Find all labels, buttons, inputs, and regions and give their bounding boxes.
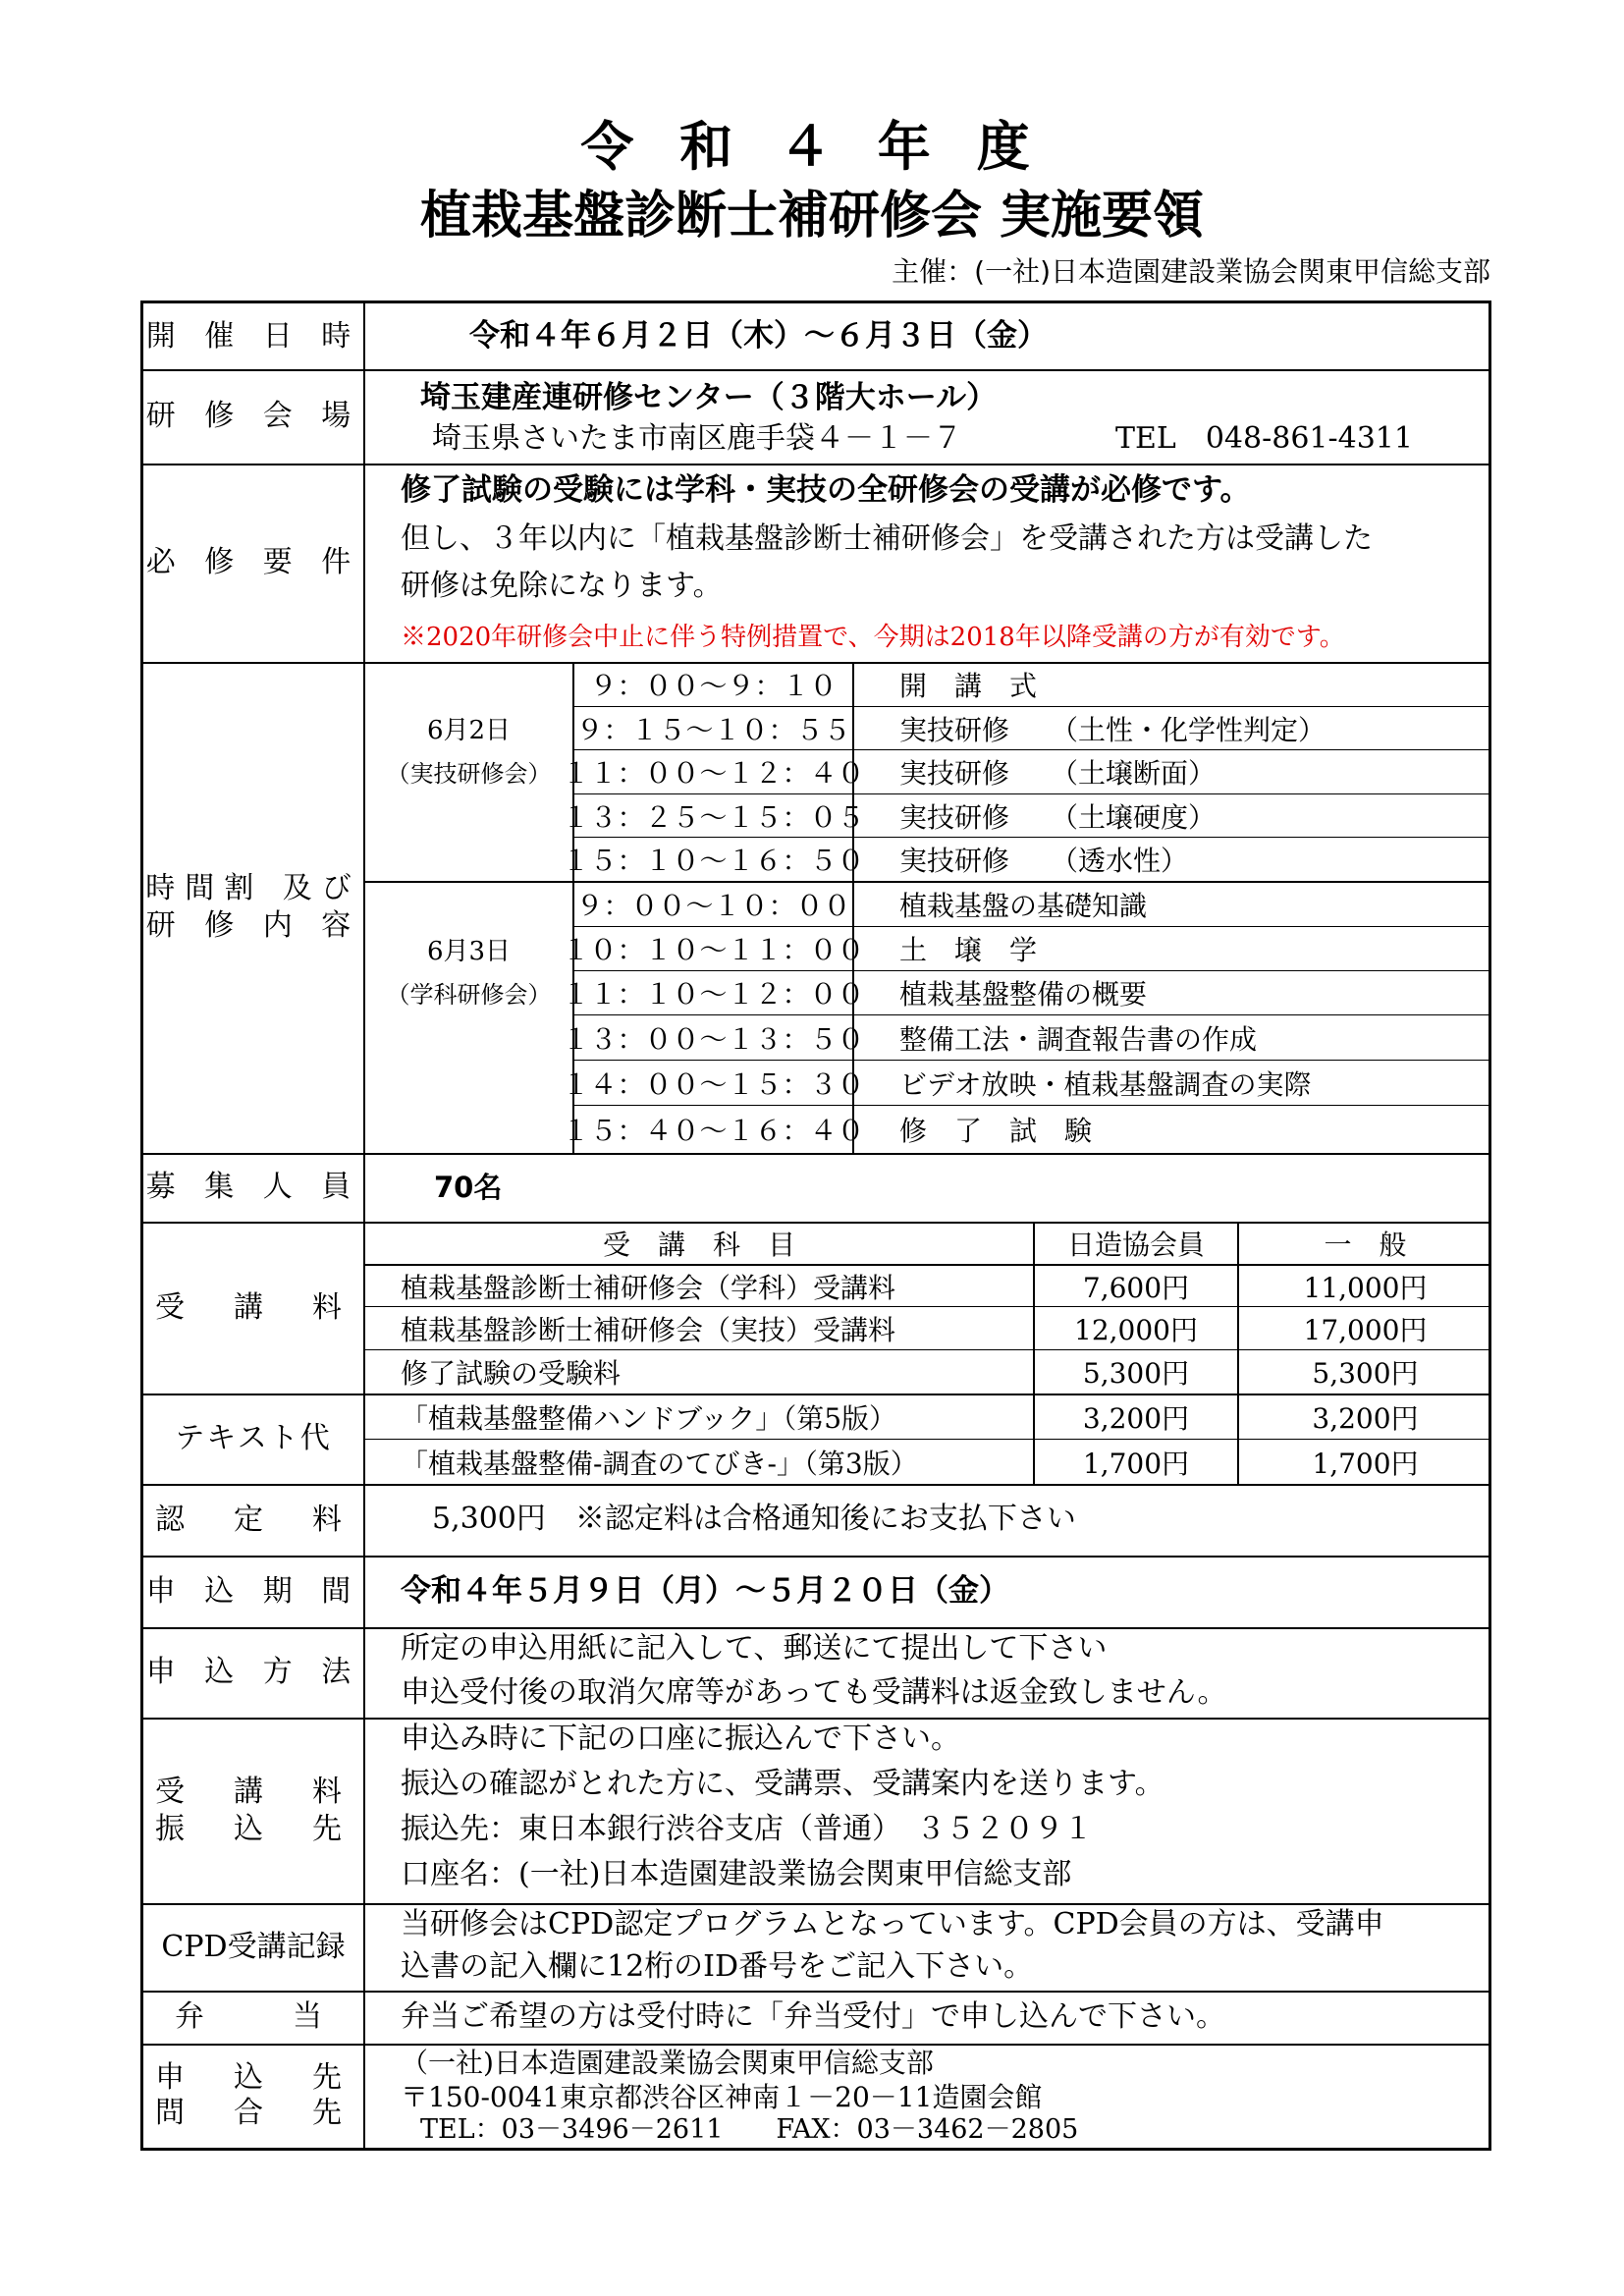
- fees-col-member: 日造協会員: [1066, 1229, 1205, 1261]
- cpd-line1: 当研修会はCPD認定プログラムとなっています。CPD会員の方は、受講申: [401, 1907, 1384, 1941]
- certification-value: 5,300円 ※認定料は合格通知後にお支払下さい: [432, 1502, 1076, 1536]
- date-label: 開 催 日 時: [145, 318, 361, 354]
- day1-date: 6月2日: [426, 715, 512, 745]
- lunch-value: 弁当ご希望の方は受付時に「弁当受付」で申し込んで下さい。: [401, 1999, 1225, 2034]
- document-title: 植栽基盤診断士補研修会 実施要領: [419, 187, 1205, 246]
- day1-type: （実技研修会）: [386, 759, 552, 788]
- slot-content: 開 講 式: [899, 670, 1038, 702]
- schedule-label-line1: 時間割 及び: [145, 871, 361, 905]
- fee-general: 5,300円: [1312, 1357, 1419, 1390]
- requirement-line1: 修了試験の受験には学科・実技の全研修会の受講が必修です。: [401, 472, 1251, 508]
- fee-general: 11,000円: [1303, 1271, 1428, 1304]
- method-line1: 所定の申込用紙に記入して、郵送にて提出して下さい: [401, 1631, 1108, 1666]
- payment-line4: 口座名：(一社)日本造園建設業協会関東甲信総支部: [401, 1857, 1072, 1891]
- fees-col-subject: 受 講 科 目: [602, 1229, 795, 1261]
- contact-label-line2: 問 合 先: [155, 2096, 352, 2130]
- fees-label: 受 講 料: [155, 1289, 352, 1325]
- contact-line1: （一社)日本造園建設業協会関東甲信総支部: [401, 2047, 934, 2079]
- payment-line2: 振込の確認がとれた方に、受講票、受講案内を送ります。: [401, 1767, 1164, 1801]
- method-label: 申 込 方 法: [145, 1655, 361, 1689]
- slot-content: 修 了 試 験: [899, 1114, 1093, 1147]
- textbook-subject: 「植栽基盤整備ハンドブック」（第5版）: [401, 1402, 897, 1435]
- payment-label: [143, 1718, 363, 1903]
- payment-line1: 申込み時に下記の口座に振込んで下さい。: [401, 1722, 960, 1756]
- year-title: 令 和 ４ 年 度: [580, 116, 1044, 178]
- fee-subject: 植栽基盤診断士補研修会（実技）受講料: [401, 1313, 896, 1346]
- venue-label: 研 修 会 場: [145, 399, 361, 433]
- payment-label-line2: 振 込 先: [155, 1811, 352, 1846]
- requirement-label: 必 修 要 件: [145, 545, 361, 579]
- capacity-value: 70名: [434, 1171, 503, 1204]
- textbook-label: テキスト代: [175, 1421, 332, 1455]
- day2-date: 6月3日: [426, 936, 512, 966]
- slot-time: ９：００～９：１０: [589, 670, 838, 702]
- textbook-member: 1,700円: [1082, 1447, 1190, 1480]
- cpd-line2: 込書の記入欄に12桁のID番号をご記入下さい。: [401, 1949, 1034, 1984]
- schedule-label-line2: 研 修 内 容: [145, 908, 361, 943]
- day2-type: （学科研修会）: [386, 980, 552, 1009]
- payment-label-line1: 受 講 料: [155, 1774, 352, 1809]
- textbook-general: 3,200円: [1312, 1402, 1419, 1435]
- slot-content: ビデオ放映・植栽基盤調査の実際: [899, 1067, 1312, 1101]
- cpd-label: CPD受講記録: [161, 1929, 346, 1964]
- fee-member: 7,600円: [1082, 1271, 1190, 1304]
- slot-time: １５：１０～１６：５０: [562, 845, 865, 877]
- requirement-note: ※2020年研修会中止に伴う特例措置で、今期は2018年以降受講の方が有効です。: [401, 623, 1345, 652]
- slot-time: ９：００～１０：００: [575, 890, 851, 922]
- fee-subject: 植栽基盤診断士補研修会（学科）受講料: [401, 1271, 896, 1304]
- requirement-line3: 研修は免除になります。: [401, 569, 723, 603]
- slot-content: 実技研修 （透水性）: [899, 845, 1189, 877]
- method-line2: 申込受付後の取消欠席等があっても受講料は返金致しません。: [401, 1675, 1227, 1710]
- slot-time: １５：４０～１６：４０: [562, 1114, 865, 1147]
- fees-col-general: 一 般: [1324, 1229, 1407, 1261]
- contact-line2: 〒150-0041東京都渋谷区神南１－20－11造園会館: [401, 2081, 1043, 2113]
- organizer: 主催：(一社)日本造園建設業協会関東甲信総支部: [892, 255, 1490, 288]
- slot-content: 実技研修 （土壌断面）: [899, 757, 1217, 790]
- slot-time: １０：１０～１１：００: [562, 934, 865, 966]
- requirement-line2: 但し、３年以内に「植栽基盤診断士補研修会」を受講された方は受講した: [401, 521, 1373, 556]
- slot-content: 土 壌 学: [899, 934, 1038, 966]
- slot-time: １３：００～１３：５０: [562, 1022, 865, 1056]
- slot-time: ９：１５～１０：５５: [575, 713, 851, 746]
- slot-time: １４：００～１５：３０: [562, 1067, 865, 1101]
- info-table: [140, 301, 1491, 2151]
- period-label: 申 込 期 間: [145, 1573, 361, 1609]
- contact-line3: TEL：03－3496－2611 FAX：03－3462－2805: [420, 2114, 1079, 2145]
- fee-member: 12,000円: [1074, 1313, 1198, 1346]
- slot-time: １１：１０～１２：００: [562, 978, 865, 1011]
- fee-subject: 修了試験の受験料: [401, 1357, 622, 1390]
- slot-content: 実技研修 （土性・化学性判定）: [899, 713, 1326, 746]
- fee-member: 5,300円: [1082, 1357, 1190, 1390]
- venue-name: 埼玉建産連研修センター（３階大ホール）: [420, 380, 998, 415]
- schedule-label: [143, 662, 363, 1153]
- slot-time: １３：２５～１５：０５: [562, 800, 865, 834]
- slot-time: １１：００～１２：４０: [562, 757, 865, 790]
- contact-label-line1: 申 込 先: [155, 2060, 352, 2095]
- slot-content: 植栽基盤の基礎知識: [899, 890, 1148, 922]
- lunch-label: 弁 当: [175, 1999, 332, 2034]
- contact-label: [143, 2044, 363, 2148]
- date-value: 令和４年６月２日（木）～６月３日（金）: [469, 318, 1048, 354]
- certification-label: 認 定 料: [155, 1502, 352, 1537]
- payment-line3: 振込先：東日本銀行渋谷支店（普通） ３５２０９１: [401, 1812, 1093, 1846]
- slot-content: 実技研修 （土壌硬度）: [899, 800, 1217, 834]
- slot-content: 植栽基盤整備の概要: [899, 978, 1148, 1011]
- slot-content: 整備工法・調査報告書の作成: [899, 1022, 1258, 1056]
- textbook-general: 1,700円: [1312, 1447, 1419, 1480]
- venue-address: 埼玉県さいたま市南区鹿手袋４－１－７: [432, 421, 962, 456]
- fee-general: 17,000円: [1303, 1313, 1428, 1346]
- capacity-label: 募 集 人 員: [145, 1170, 361, 1204]
- venue-tel: TEL 048-861-4311: [1115, 421, 1413, 456]
- textbook-member: 3,200円: [1082, 1402, 1190, 1435]
- period-value: 令和４年５月９日（月）～５月２０日（金）: [401, 1573, 1009, 1609]
- textbook-subject: 「植栽基盤整備-調査のてびき-」（第3版）: [401, 1447, 918, 1480]
